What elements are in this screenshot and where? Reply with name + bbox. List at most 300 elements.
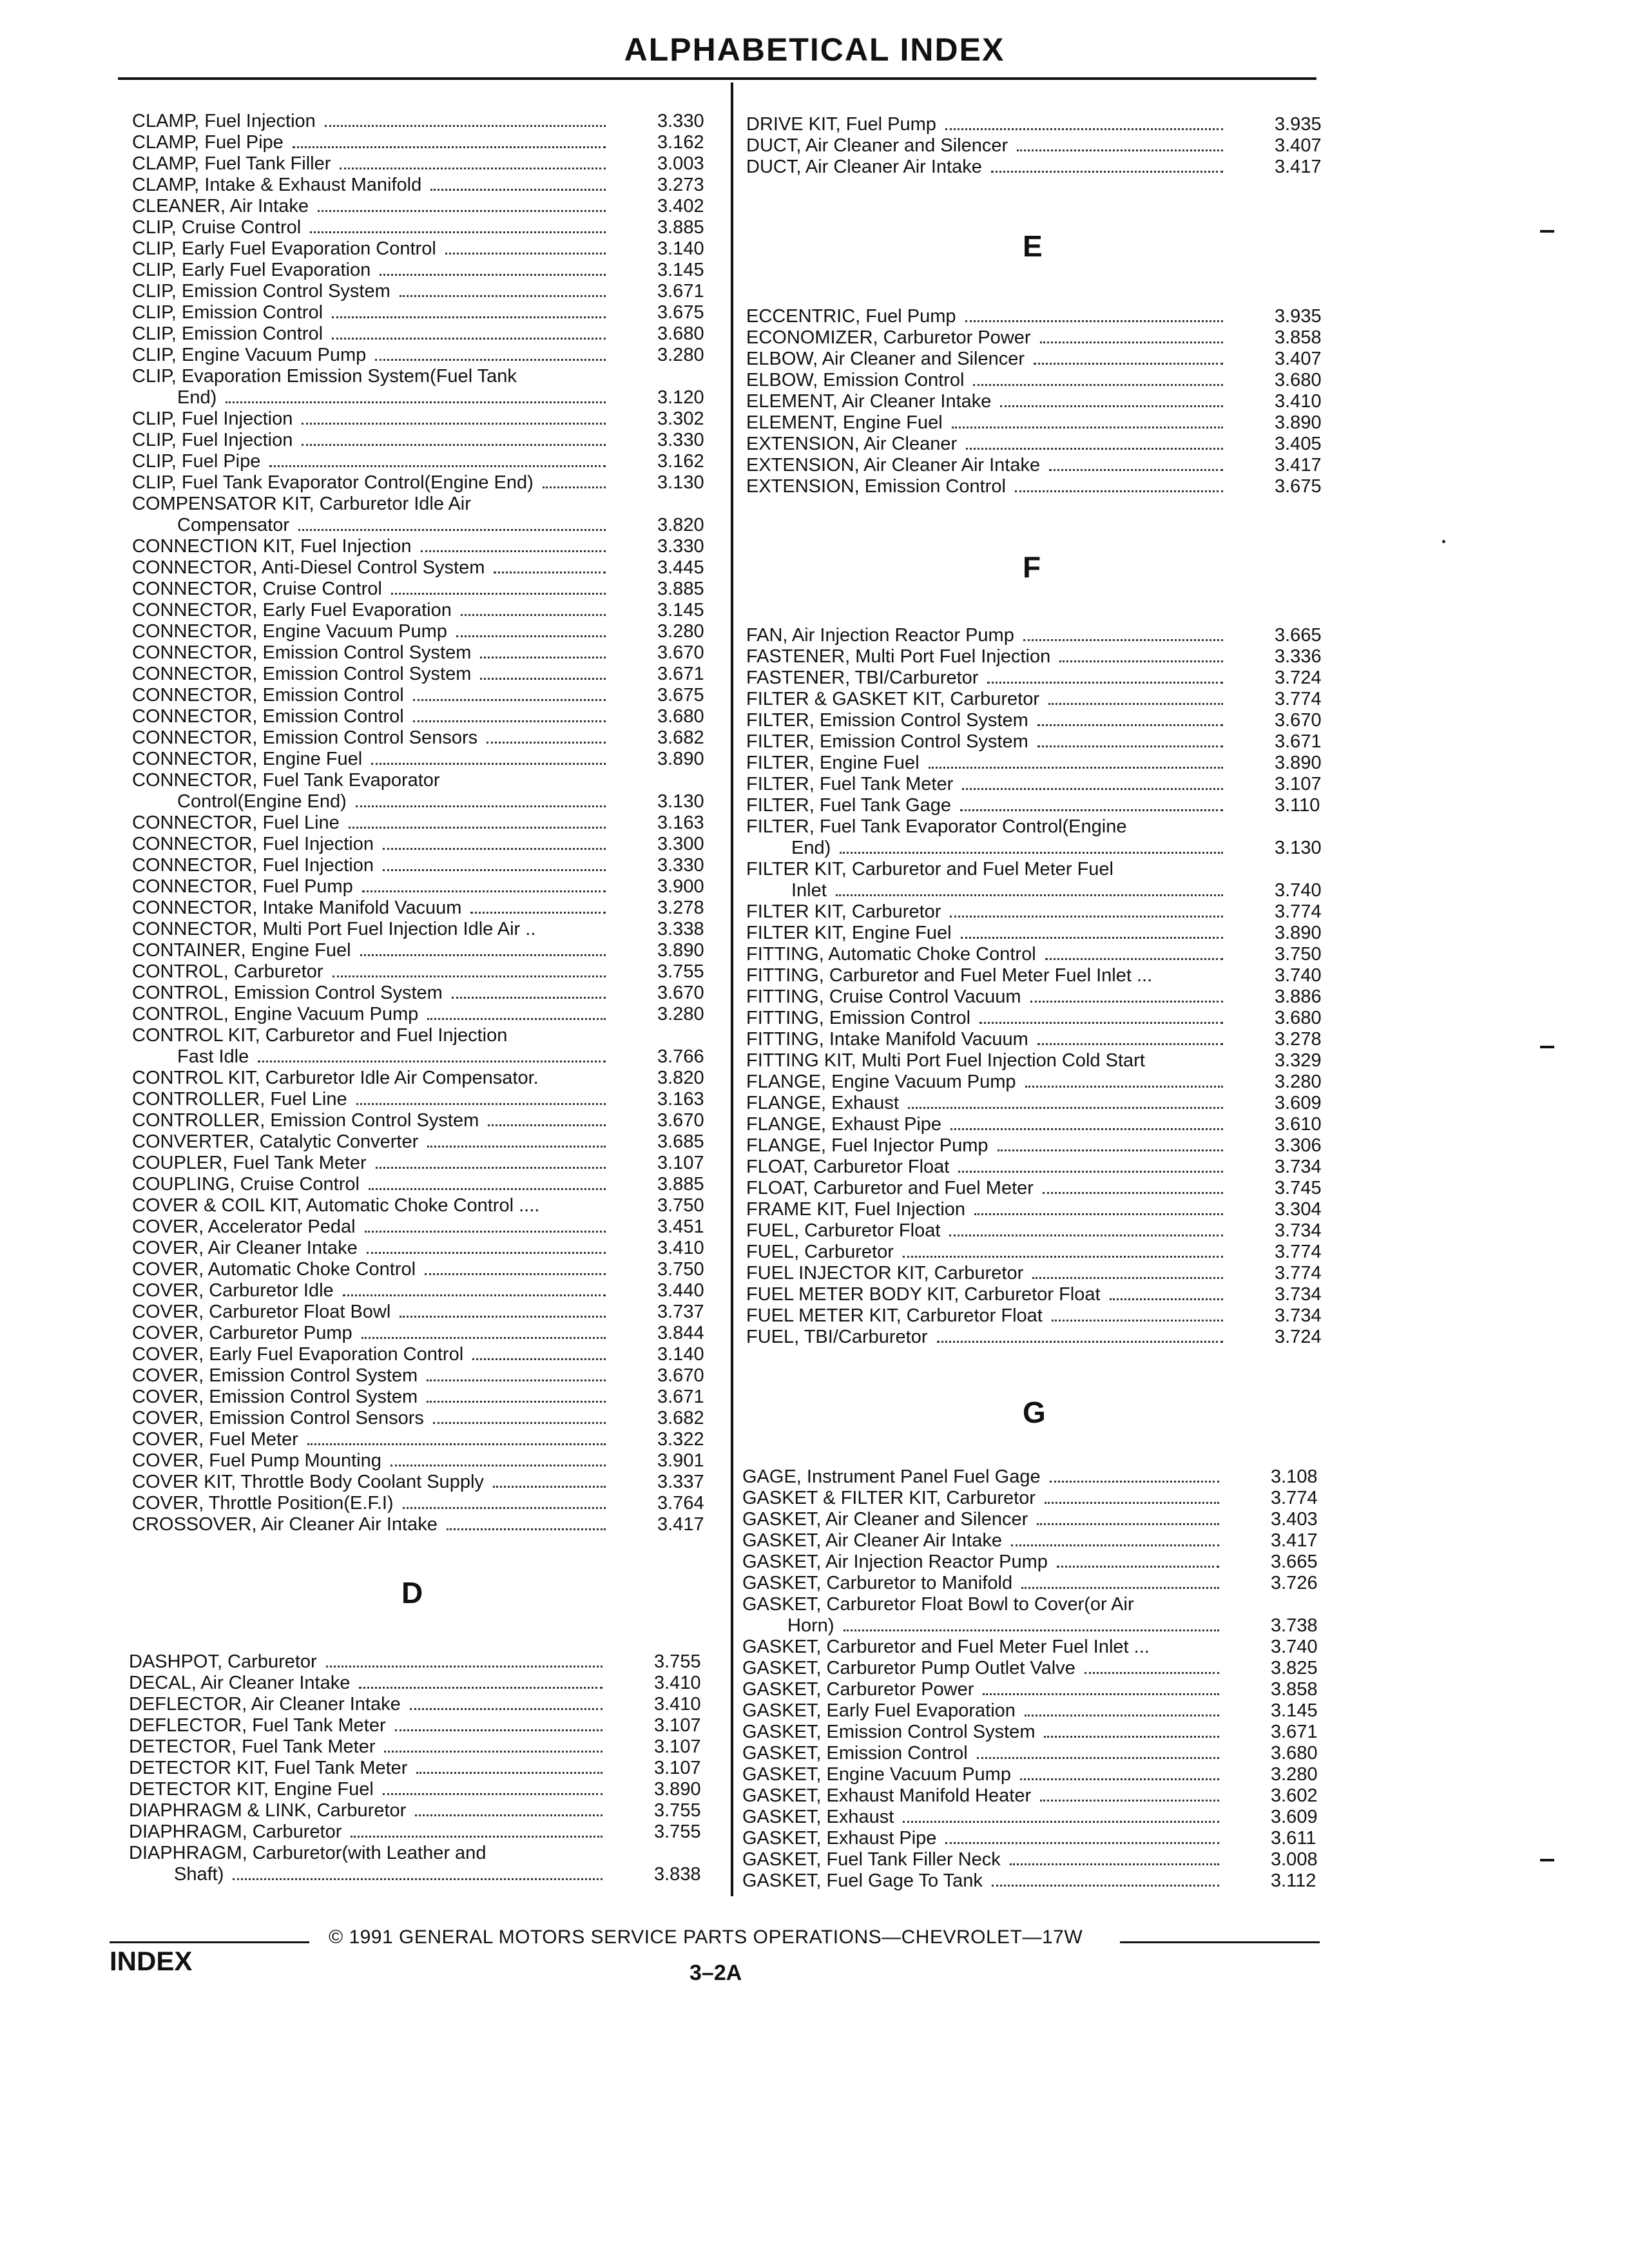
- entry-label: CLAMP, Fuel Injection: [132, 111, 316, 131]
- entry-page-number: 3.670: [657, 642, 704, 663]
- entry-label: COVER KIT, Throttle Body Coolant Supply: [132, 1472, 484, 1492]
- entry-page-number: 3.140: [657, 1344, 704, 1365]
- leader-dots: [332, 316, 606, 318]
- index-entry: [132, 302, 725, 323]
- index-entry: [129, 1843, 722, 1885]
- section-letter-f: F: [1023, 550, 1041, 584]
- entry-label: COVER, Fuel Meter: [132, 1429, 298, 1450]
- entry-label: DUCT, Air Cleaner Air Intake: [746, 157, 982, 177]
- entry-page-number: 3.724: [1275, 1327, 1322, 1347]
- entry-label: CONNECTOR, Emission Control: [132, 685, 404, 706]
- index-entry: [132, 621, 725, 642]
- entry-page-number: 3.680: [1271, 1743, 1318, 1763]
- entry-label: FILTER & GASKET KIT, Carburetor: [746, 689, 1040, 709]
- leader-dots: [1110, 1298, 1223, 1300]
- index-entry: [746, 753, 1326, 774]
- leader-dots: [1049, 469, 1223, 471]
- leader-dots: [427, 1146, 606, 1148]
- entry-label: COVER, Air Cleaner Intake: [132, 1238, 358, 1258]
- index-entry: [746, 412, 1326, 434]
- entry-page-number: 3.820: [657, 1068, 704, 1088]
- entry-label: CONNECTION KIT, Fuel Injection: [132, 536, 412, 557]
- index-entry: [132, 1344, 725, 1365]
- index-entry: [132, 557, 725, 579]
- leader-dots: [1034, 363, 1223, 365]
- entry-page-number: 3.890: [1275, 923, 1322, 943]
- entry-page-number: 3.410: [657, 1238, 704, 1258]
- leader-dots: [359, 1687, 602, 1689]
- leader-dots: [400, 295, 606, 297]
- leader-dots: [1050, 1481, 1219, 1483]
- index-entry: [746, 1327, 1326, 1348]
- leader-dots: [293, 146, 606, 148]
- index-entry: [132, 1302, 725, 1323]
- leader-dots: [461, 614, 606, 616]
- index-entry: [132, 1195, 725, 1216]
- entry-page-number: 3.750: [657, 1195, 704, 1216]
- entry-label: CONTROL, Engine Vacuum Pump: [132, 1004, 419, 1024]
- index-entry: [746, 816, 1326, 859]
- leader-dots: [383, 848, 606, 850]
- index-entry: [742, 1658, 1322, 1679]
- entry-label: CONNECTOR, Early Fuel Evaporation: [132, 600, 452, 620]
- entry-page-number: 3.750: [657, 1259, 704, 1280]
- entry-label: COVER, Emission Control System: [132, 1365, 418, 1386]
- entry-label-continuation: End): [177, 387, 217, 408]
- entry-page-number: 3.738: [1271, 1615, 1318, 1636]
- index-entry: [746, 349, 1326, 370]
- entry-page-number: 3.764: [657, 1493, 704, 1514]
- entry-page-number: 3.417: [1275, 455, 1322, 476]
- entry-label: COVER, Early Fuel Evaporation Control: [132, 1344, 464, 1365]
- entry-label: CLIP, Fuel Tank Evaporator Control(Engine End): [132, 472, 534, 493]
- leader-dots: [367, 1252, 606, 1254]
- index-entry: [132, 281, 725, 302]
- leader-dots: [480, 657, 606, 658]
- leader-dots: [356, 1103, 606, 1105]
- index-entry: [132, 1429, 725, 1450]
- index-entry: [746, 1305, 1326, 1327]
- index-entry: [132, 940, 725, 961]
- entry-label: FLANGE, Fuel Injector Pump: [746, 1135, 988, 1156]
- index-entry: [132, 1365, 725, 1387]
- entry-page-number: 3.935: [1275, 114, 1322, 135]
- leader-dots: [318, 210, 606, 212]
- entry-page-number: 3.337: [657, 1472, 704, 1492]
- leader-dots: [362, 890, 606, 892]
- entry-page-number: 3.162: [657, 451, 704, 472]
- entry-page-number: 3.734: [1275, 1284, 1322, 1305]
- entry-page-number: 3.107: [654, 1736, 701, 1757]
- index-entry: [746, 1093, 1326, 1114]
- leader-dots: [836, 894, 1223, 896]
- leader-dots: [427, 1018, 606, 1020]
- entry-page-number: 3.885: [657, 579, 704, 599]
- leader-dots: [1048, 703, 1223, 705]
- index-entry: [132, 919, 725, 940]
- entry-page-number: 3.670: [1275, 710, 1322, 731]
- index-entry: [746, 774, 1326, 795]
- index-entry: [132, 1259, 725, 1280]
- leader-dots: [425, 1273, 606, 1275]
- column-divider: [731, 82, 733, 1896]
- leader-dots: [494, 572, 606, 573]
- leader-dots: [1032, 1277, 1223, 1279]
- index-entry: [132, 536, 725, 557]
- index-entry: [746, 135, 1326, 157]
- entry-label: COVER, Carburetor Idle: [132, 1280, 334, 1301]
- leader-dots: [1015, 490, 1223, 492]
- entry-page-number: 3.890: [654, 1779, 701, 1800]
- leader-dots: [1084, 1672, 1219, 1674]
- entry-page-number: 3.890: [1275, 753, 1322, 773]
- scan-speck: [1442, 540, 1445, 543]
- entry-page-number: 3.671: [1271, 1722, 1318, 1742]
- entry-page-number: 3.665: [1275, 625, 1322, 646]
- entry-page-number: 3.140: [657, 238, 704, 259]
- entry-label: GASKET, Emission Control System: [742, 1722, 1036, 1742]
- index-entry: [132, 983, 725, 1004]
- leader-dots: [950, 916, 1223, 918]
- entry-label-continuation: Horn): [787, 1615, 834, 1636]
- entry-label: CONNECTOR, Fuel Tank Evaporator: [132, 770, 440, 791]
- index-entry: [132, 1068, 725, 1089]
- leader-dots: [843, 1629, 1219, 1631]
- leader-dots: [326, 1666, 602, 1667]
- entry-label: COVER, Automatic Choke Control: [132, 1259, 416, 1280]
- entry-label: CONNECTOR, Engine Fuel: [132, 749, 363, 769]
- entry-page-number: 3.330: [657, 855, 704, 876]
- leader-dots: [1044, 1736, 1219, 1738]
- entry-label: FITTING, Carburetor and Fuel Meter Fuel Inlet ...: [746, 965, 1153, 986]
- entry-page-number: 3.734: [1275, 1305, 1322, 1326]
- index-entry: [742, 1722, 1322, 1743]
- leader-dots: [410, 1708, 602, 1710]
- entry-label: FILTER, Emission Control System: [746, 710, 1028, 731]
- index-entry: [132, 727, 725, 749]
- entry-page-number: 3.670: [657, 1110, 704, 1131]
- leader-dots: [979, 1022, 1223, 1024]
- entry-label: CONTROL KIT, Carburetor Idle Air Compensator.: [132, 1068, 539, 1088]
- index-entry: [746, 923, 1326, 944]
- leader-dots: [952, 427, 1223, 428]
- entry-label: GASKET, Air Cleaner and Silencer: [742, 1509, 1028, 1530]
- entry-page-number: 3.671: [657, 281, 704, 302]
- entry-label: DECAL, Air Cleaner Intake: [129, 1673, 351, 1693]
- entry-label: FLOAT, Carburetor Float: [746, 1157, 950, 1177]
- entry-label: GASKET, Emission Control: [742, 1743, 968, 1763]
- entry-label: CONNECTOR, Emission Control: [132, 706, 404, 727]
- leader-dots: [493, 1486, 606, 1488]
- entry-page-number: 3.825: [1271, 1658, 1318, 1678]
- margin-mark: [1540, 230, 1554, 233]
- index-entry: [129, 1779, 722, 1800]
- entry-label: GASKET, Early Fuel Evaporation: [742, 1700, 1016, 1721]
- leader-dots: [433, 1422, 606, 1424]
- entry-page-number: 3.671: [657, 1387, 704, 1407]
- leader-dots: [456, 635, 606, 637]
- entry-page-number: 3.407: [1275, 349, 1322, 369]
- index-entry: [132, 834, 725, 855]
- entry-label: FASTENER, Multi Port Fuel Injection: [746, 646, 1051, 667]
- entry-label: FILTER, Engine Fuel: [746, 753, 920, 773]
- entry-label: DETECTOR KIT, Engine Fuel: [129, 1779, 374, 1800]
- index-entry: [132, 408, 725, 430]
- index-entry: [129, 1715, 722, 1736]
- section-letter-e: E: [1023, 229, 1043, 263]
- leader-dots: [1030, 1001, 1223, 1003]
- index-entry: [129, 1821, 722, 1843]
- index-entry: [129, 1736, 722, 1758]
- entry-label: DETECTOR KIT, Fuel Tank Meter: [129, 1758, 408, 1778]
- leader-dots: [1037, 1523, 1219, 1525]
- entry-label: CONNECTOR, Emission Control Sensors: [132, 727, 478, 748]
- index-entry: [746, 476, 1326, 497]
- index-entry: [132, 1493, 725, 1514]
- leader-dots: [1052, 1320, 1223, 1321]
- entry-page-number: 3.682: [657, 1408, 704, 1428]
- index-entry: [132, 1004, 725, 1025]
- index-entry: [132, 1450, 725, 1472]
- entry-page-number: 3.724: [1275, 668, 1322, 688]
- index-entry: [742, 1530, 1322, 1552]
- entry-label: DETECTOR, Fuel Tank Meter: [129, 1736, 376, 1757]
- leader-dots: [929, 767, 1223, 769]
- entry-page-number: 3.755: [654, 1821, 701, 1842]
- leader-dots: [992, 1885, 1219, 1887]
- footer-page-number: 3–2A: [689, 1961, 742, 1985]
- leader-dots: [1017, 149, 1223, 151]
- leader-dots: [365, 1231, 606, 1233]
- index-entry: [746, 1178, 1326, 1199]
- entry-label: COVER, Fuel Pump Mounting: [132, 1450, 381, 1471]
- footer-rule-right: [1120, 1941, 1320, 1943]
- leader-dots: [1025, 1086, 1223, 1088]
- entry-label-continuation: Control(Engine End): [177, 791, 347, 812]
- entry-label: CONNECTOR, Anti-Diesel Control System: [132, 557, 485, 578]
- entry-label: CLIP, Emission Control: [132, 323, 323, 344]
- index-entry: [746, 1220, 1326, 1242]
- footer-rule-left: [110, 1941, 309, 1943]
- entry-page-number: 3.935: [1275, 306, 1322, 327]
- entry-page-number: 3.130: [657, 791, 704, 812]
- leader-dots: [991, 171, 1223, 173]
- index-entry: [742, 1700, 1322, 1722]
- leader-dots: [998, 1149, 1223, 1151]
- leader-dots: [1059, 660, 1223, 662]
- entry-label: FITTING, Automatic Choke Control: [746, 944, 1036, 965]
- entry-label: COVER & COIL KIT, Automatic Choke Control ....: [132, 1195, 540, 1216]
- leader-dots: [958, 1171, 1223, 1173]
- leader-dots: [962, 788, 1223, 790]
- entry-label: COUPLING, Cruise Control: [132, 1174, 360, 1195]
- leader-dots: [395, 1729, 602, 1731]
- entry-page-number: 3.280: [657, 345, 704, 365]
- index-entry: [746, 455, 1326, 476]
- leader-dots: [977, 1757, 1219, 1759]
- entry-page-number: 3.440: [657, 1280, 704, 1301]
- entry-page-number: 3.338: [657, 919, 704, 939]
- entry-page-number: 3.838: [654, 1864, 701, 1885]
- leader-dots: [351, 1836, 602, 1838]
- leader-dots: [908, 1107, 1223, 1109]
- entry-page-number: 3.901: [657, 1450, 704, 1471]
- entry-label: FLANGE, Engine Vacuum Pump: [746, 1072, 1016, 1092]
- index-entry: [746, 944, 1326, 965]
- index-entry: [132, 1025, 725, 1068]
- entry-label: FLOAT, Carburetor and Fuel Meter: [746, 1178, 1034, 1198]
- entry-page-number: 3.300: [657, 834, 704, 854]
- entry-label: ELEMENT, Engine Fuel: [746, 412, 943, 433]
- entry-label: GASKET, Air Cleaner Air Intake: [742, 1530, 1002, 1551]
- index-entry: [132, 217, 725, 238]
- leader-dots: [903, 1256, 1223, 1258]
- index-entry: [132, 749, 725, 770]
- leader-dots: [903, 1821, 1219, 1823]
- entry-label: CLAMP, Fuel Tank Filler: [132, 153, 331, 174]
- entry-page-number: 3.107: [1275, 774, 1322, 794]
- entry-page-number: 3.726: [1271, 1573, 1318, 1593]
- leader-dots: [961, 937, 1223, 939]
- leader-dots: [974, 1213, 1223, 1215]
- entry-label: CLEANER, Air Intake: [132, 196, 309, 216]
- entry-page-number: 3.670: [657, 1365, 704, 1386]
- index-entry: [742, 1637, 1322, 1658]
- index-entry: [132, 323, 725, 345]
- entry-page-number: 3.112: [1271, 1870, 1316, 1891]
- index-entry: [129, 1800, 722, 1821]
- entry-page-number: 3.610: [1275, 1114, 1322, 1135]
- leader-dots: [269, 465, 606, 467]
- index-entry: [132, 494, 725, 536]
- entry-label: FILTER KIT, Engine Fuel: [746, 923, 952, 943]
- index-entry: [746, 1135, 1326, 1157]
- entry-page-number: 3.330: [657, 430, 704, 450]
- entry-label: ELEMENT, Air Cleaner Intake: [746, 391, 992, 412]
- entry-label-continuation: Inlet: [791, 880, 827, 901]
- index-entry: [132, 1472, 725, 1493]
- entry-page-number: 3.278: [1275, 1029, 1322, 1050]
- index-entry: [132, 600, 725, 621]
- index-entry: [746, 901, 1326, 923]
- entry-page-number: 3.280: [657, 1004, 704, 1024]
- entry-label: COVER, Accelerator Pedal: [132, 1216, 356, 1237]
- entry-page-number: 3.451: [657, 1216, 704, 1237]
- index-entry: [742, 1679, 1322, 1700]
- entry-label: COVER, Carburetor Pump: [132, 1323, 352, 1343]
- entry-label: CLIP, Fuel Injection: [132, 408, 293, 429]
- entry-label: FLANGE, Exhaust Pipe: [746, 1114, 942, 1135]
- index-entry: [132, 1153, 725, 1174]
- entry-label: FUEL INJECTOR KIT, Carburetor: [746, 1263, 1024, 1283]
- entry-label: CLIP, Emission Control System: [132, 281, 390, 302]
- entry-page-number: 3.675: [657, 302, 704, 323]
- entry-page-number: 3.737: [657, 1302, 704, 1322]
- entry-page-number: 3.410: [654, 1673, 701, 1693]
- entry-page-number: 3.322: [657, 1429, 704, 1450]
- entry-label: FUEL METER BODY KIT, Carburetor Float: [746, 1284, 1101, 1305]
- entry-label: CONNECTOR, Emission Control System: [132, 642, 472, 663]
- index-entry: [742, 1807, 1322, 1828]
- entry-page-number: 3.680: [1275, 370, 1322, 390]
- leader-dots: [413, 720, 606, 722]
- entry-label: CONNECTOR, Engine Vacuum Pump: [132, 621, 447, 642]
- entry-page-number: 3.745: [1275, 1178, 1322, 1198]
- index-entry: [746, 710, 1326, 731]
- entry-label: ELBOW, Air Cleaner and Silencer: [746, 349, 1025, 369]
- entry-page-number: 3.163: [657, 812, 704, 833]
- entry-page-number: 3.890: [1275, 412, 1322, 433]
- index-entry: [746, 986, 1326, 1008]
- leader-dots: [937, 1341, 1223, 1343]
- leader-dots: [945, 1842, 1219, 1844]
- leader-dots: [233, 1878, 602, 1880]
- entry-page-number: 3.609: [1275, 1093, 1322, 1113]
- entry-page-number: 3.120: [657, 387, 704, 408]
- entry-page-number: 3.280: [1275, 1072, 1322, 1092]
- index-entry: [742, 1785, 1322, 1807]
- entry-label: CONNECTOR, Fuel Line: [132, 812, 340, 833]
- entry-page-number: 3.108: [1271, 1466, 1318, 1487]
- entry-label: CONNECTOR, Cruise Control: [132, 579, 382, 599]
- entry-page-number: 3.609: [1271, 1807, 1318, 1827]
- entry-label: DIAPHRAGM, Carburetor: [129, 1821, 342, 1842]
- leader-dots: [945, 128, 1223, 130]
- leader-dots: [1021, 1587, 1219, 1589]
- leader-dots: [361, 1337, 606, 1339]
- leader-dots: [1020, 1778, 1219, 1780]
- leader-dots: [226, 401, 606, 403]
- leader-dots: [383, 869, 606, 871]
- entry-page-number: 3.671: [1275, 731, 1322, 752]
- entry-page-number: 3.107: [654, 1758, 701, 1778]
- entry-label: FILTER KIT, Carburetor: [746, 901, 941, 922]
- entry-label: CONTROL, Emission Control System: [132, 983, 443, 1003]
- leader-dots: [310, 231, 606, 233]
- index-entry: [132, 196, 725, 217]
- leader-dots: [356, 805, 606, 807]
- leader-dots: [427, 1401, 606, 1403]
- entry-label: DEFLECTOR, Air Cleaner Intake: [129, 1694, 401, 1715]
- entry-label: FASTENER, TBI/Carburetor: [746, 668, 979, 688]
- entry-page-number: 3.766: [657, 1046, 704, 1067]
- entry-page-number: 3.740: [1275, 880, 1322, 901]
- leader-dots: [384, 1751, 602, 1753]
- entry-label-continuation: End): [791, 838, 831, 858]
- entry-label: ECCENTRIC, Fuel Pump: [746, 306, 956, 327]
- leader-dots: [403, 1507, 606, 1509]
- index-entry: [746, 625, 1326, 646]
- leader-dots: [430, 189, 606, 191]
- index-entry: [132, 685, 725, 706]
- entry-label: EXTENSION, Air Cleaner Air Intake: [746, 455, 1041, 476]
- entry-page-number: 3.107: [654, 1715, 701, 1736]
- entry-page-number: 3.900: [657, 876, 704, 897]
- index-entry: [132, 430, 725, 451]
- leader-dots: [340, 168, 606, 169]
- index-entry: [746, 731, 1326, 753]
- entry-label: FITTING KIT, Multi Port Fuel Injection Cold Start: [746, 1050, 1145, 1071]
- margin-mark: [1540, 1046, 1554, 1048]
- entry-page-number: 3.755: [657, 961, 704, 982]
- index-entry: [742, 1828, 1322, 1849]
- entry-label: GASKET, Carburetor and Fuel Meter Fuel Inlet ...: [742, 1637, 1150, 1657]
- index-entry: [132, 898, 725, 919]
- leader-dots: [416, 1772, 602, 1774]
- entry-page-number: 3.774: [1275, 1242, 1322, 1262]
- entry-label: DIAPHRAGM & LINK, Carburetor: [129, 1800, 407, 1821]
- entry-label: CROSSOVER, Air Cleaner Air Intake: [132, 1514, 438, 1535]
